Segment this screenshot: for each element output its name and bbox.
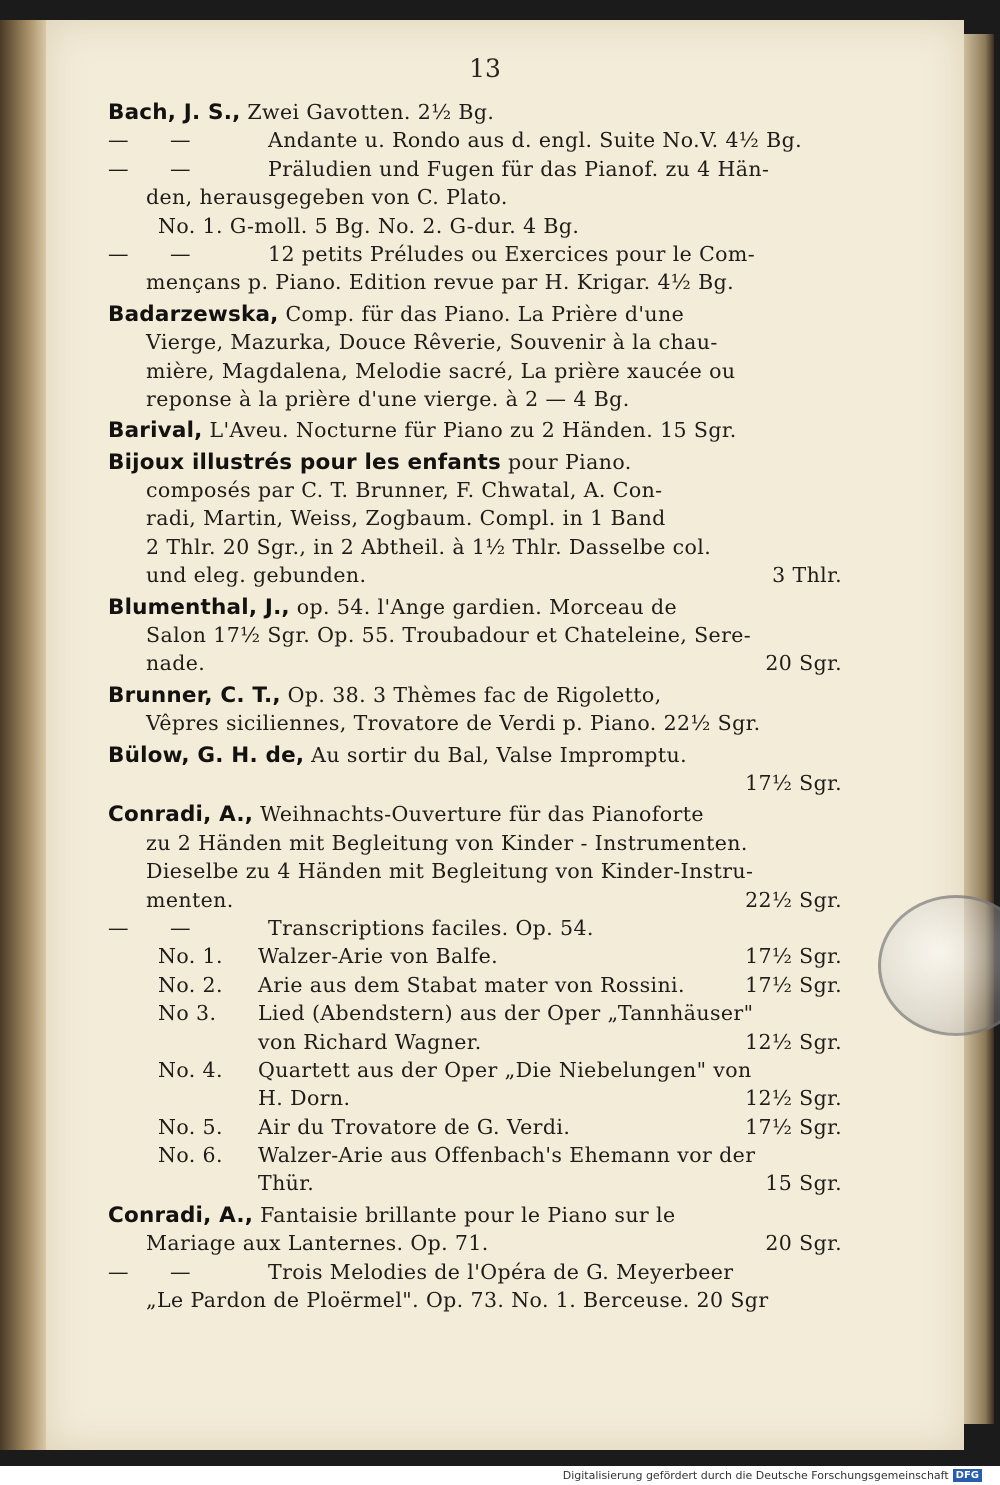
price: 15 Sgr. [765, 1171, 842, 1196]
ditto-dash: — [108, 915, 129, 940]
composer-name: Bülow, G. H. de, [108, 742, 305, 768]
price: 12½ Sgr. [745, 1029, 842, 1054]
catalog-line [108, 942, 842, 970]
catalog-line [108, 1229, 842, 1257]
entry-text: pour Piano. [501, 449, 632, 474]
page-number: 13 [469, 54, 501, 83]
composer-name: Bach, J. S., [108, 100, 241, 125]
catalog-line [108, 1028, 842, 1056]
price: 17½ Sgr. [745, 972, 842, 997]
catalog-line [108, 1201, 842, 1229]
entry-text: Vierge, Mazurka, Douce Rêverie, Souvenir à la chau- [146, 330, 718, 355]
entry-text: Trois Melodies de l'Opéra de G. Meyerbeer [268, 1259, 734, 1284]
catalog-text [108, 98, 842, 1314]
entry-text: composés par C. T. Brunner, F. Chwatal, A. Con- [146, 478, 663, 503]
ditto-dash: — [170, 241, 191, 266]
catalog-line [108, 328, 842, 356]
catalog-line [108, 709, 842, 737]
catalog-line [108, 240, 842, 268]
catalog-line [108, 1169, 842, 1197]
catalog-line [108, 1113, 842, 1141]
entry-text: Transcriptions faciles. Op. 54. [268, 915, 594, 940]
entry-text: Walzer-Arie von Balfe. [258, 944, 499, 969]
entry-text: No. 1. G-moll. 5 Bg. No. 2. G-dur. 4 Bg. [158, 213, 580, 238]
price: 17½ Sgr. [745, 1114, 842, 1139]
item-number: No. 2. [158, 972, 223, 997]
entry-text: Walzer-Arie aus Offenbach's Ehemann vor der [258, 1143, 756, 1168]
catalog-line [108, 183, 842, 211]
composer-name: Conradi, A., [108, 1202, 254, 1228]
catalog-line [108, 886, 842, 914]
entry-text: Vêpres siciliennes, Trovatore de Verdi p. Piano. 22½ Sgr. [146, 711, 761, 736]
catalog-line [108, 212, 842, 240]
catalog-line [108, 1258, 842, 1286]
entry-text: Comp. für das Piano. La Prière d'une [278, 301, 685, 326]
catalog-line [108, 155, 842, 183]
composer-name: Brunner, C. T., [108, 682, 281, 708]
ditto-dash: — [108, 128, 129, 153]
catalog-line [108, 504, 842, 532]
ditto-dash: — [170, 128, 191, 153]
entry-text: Op. 38. 3 Thèmes fac de Rigoletto, [280, 682, 662, 707]
catalog-line [108, 621, 842, 649]
entry-text: mière, Magdalena, Melodie sacré, La prière xaucée ou [146, 358, 736, 383]
entry-text: radi, Martin, Weiss, Zogbaum. Compl. in 1 Band [146, 506, 666, 531]
digitization-footer [563, 1467, 982, 1483]
catalog-line [108, 1286, 842, 1314]
catalog-line [108, 98, 842, 126]
catalog-line [108, 561, 842, 589]
book-spine [0, 20, 46, 1450]
catalog-line [108, 357, 842, 385]
entry-text: Fantaisie brillante pour le Piano sur le [253, 1202, 676, 1227]
price: 20 Sgr. [765, 1231, 842, 1256]
catalog-line [108, 914, 842, 942]
item-number: No. 5. [158, 1114, 223, 1139]
catalog-line [108, 300, 842, 328]
entry-text: nade. [146, 651, 206, 676]
catalog-line [108, 649, 842, 677]
composer-name: Blumenthal, J., [108, 594, 290, 620]
ditto-dash: — [108, 156, 129, 181]
item-number: No. 6. [158, 1143, 223, 1168]
entry-text: L'Aveu. Nocturne für Piano zu 2 Händen. 15 Sgr. [202, 418, 737, 443]
catalog-line [108, 1084, 842, 1112]
entry-text: „Le Pardon de Ploërmel". Op. 73. No. 1. Berceuse. 20 Sgr [146, 1288, 769, 1313]
catalog-line [108, 971, 842, 999]
price: 17½ Sgr. [745, 770, 842, 795]
catalog-line [108, 448, 842, 476]
entry-text: Arie aus dem Stabat mater von Rossini. [258, 972, 685, 997]
catalog-line [108, 1141, 842, 1169]
catalog-line [108, 1056, 842, 1084]
ditto-dash: — [108, 1259, 129, 1284]
price: 17½ Sgr. [745, 944, 842, 969]
catalog-line [108, 593, 842, 621]
composer-name: Conradi, A., [108, 802, 254, 828]
entry-text: H. Dorn. [258, 1086, 351, 1111]
entry-text: Mariage aux Lanternes. Op. 71. [146, 1231, 489, 1256]
entry-text: Lied (Abendstern) aus der Oper „Tannhäuser" [258, 1001, 754, 1026]
entry-text: Salon 17½ Sgr. Op. 55. Troubadour et Chateleine, Sere- [146, 623, 752, 648]
catalog-line [108, 999, 842, 1027]
ditto-dash: — [170, 915, 191, 940]
entry-text: Au sortir du Bal, Valse Impromptu. [304, 742, 687, 767]
entry-text: 2 Thlr. 20 Sgr., in 2 Abtheil. à 1½ Thlr. Dasselbe col. [146, 534, 712, 559]
price: 3 Thlr. [772, 563, 842, 588]
composer-name: Barival, [108, 418, 203, 444]
page-edge [964, 34, 994, 1424]
price: 22½ Sgr. [745, 887, 842, 912]
ditto-dash: — [108, 241, 129, 266]
item-number: No. 4. [158, 1057, 223, 1082]
composer-name: Badarzewska, [108, 301, 279, 327]
catalog-line [108, 476, 842, 504]
catalog-line [108, 126, 842, 154]
entry-text: Präludien und Fugen für das Pianof. zu 4 Hän- [268, 156, 770, 181]
entry-text: op. 54. l'Ange gardien. Morceau de [289, 594, 678, 619]
item-number: No 3. [158, 1001, 217, 1026]
catalog-line [108, 829, 842, 857]
catalog-line [108, 800, 842, 828]
entry-text: mençans p. Piano. Edition revue par H. Krigar. 4½ Bg. [146, 270, 735, 295]
entry-text: Zwei Gavotten. 2½ Bg. [240, 100, 495, 124]
entry-text: menten. [146, 887, 234, 912]
catalog-line [108, 416, 842, 444]
entry-text: Weihnachts-Ouverture für das Pianoforte [253, 802, 704, 827]
entry-text: von Richard Wagner. [258, 1029, 482, 1054]
ditto-dash: — [170, 1259, 191, 1284]
entry-text: 12 petits Préludes ou Exercices pour le Com- [268, 241, 756, 266]
dfg-logo: DFG [953, 1469, 982, 1482]
catalog-line [108, 741, 842, 769]
entry-text: reponse à la prière d'une vierge. à 2 — 4 Bg. [146, 386, 630, 411]
entry-text: Andante u. Rondo aus d. engl. Suite No.V. 4½ Bg. [268, 128, 803, 153]
catalog-line [108, 681, 842, 709]
composer-name: Bijoux illustrés pour les enfants [108, 449, 502, 475]
entry-text: zu 2 Händen mit Begleitung von Kinder - Instrumenten. [146, 830, 748, 855]
item-number: No. 1. [158, 944, 223, 969]
price: 20 Sgr. [765, 651, 842, 676]
catalog-line [108, 385, 842, 413]
entry-text: Air du Trovatore de G. Verdi. [258, 1114, 571, 1139]
entry-text: Quartett aus der Oper „Die Niebelungen" von [258, 1057, 752, 1082]
entry-text: den, herausgegeben von C. Plato. [146, 185, 508, 210]
catalog-line [108, 268, 842, 296]
entry-text: Dieselbe zu 4 Händen mit Begleitung von Kinder-Instru- [146, 859, 754, 884]
ditto-dash: — [170, 156, 191, 181]
entry-text: und eleg. gebunden. [146, 563, 367, 588]
catalog-line [108, 769, 842, 797]
catalog-line [108, 533, 842, 561]
entry-text: Thür. [258, 1171, 315, 1196]
catalog-line [108, 857, 842, 885]
footer-credit: Digitalisierung gefördert durch die Deutsche Forschungsgemeinschaft [562, 1468, 949, 1482]
price: 12½ Sgr. [745, 1086, 842, 1111]
